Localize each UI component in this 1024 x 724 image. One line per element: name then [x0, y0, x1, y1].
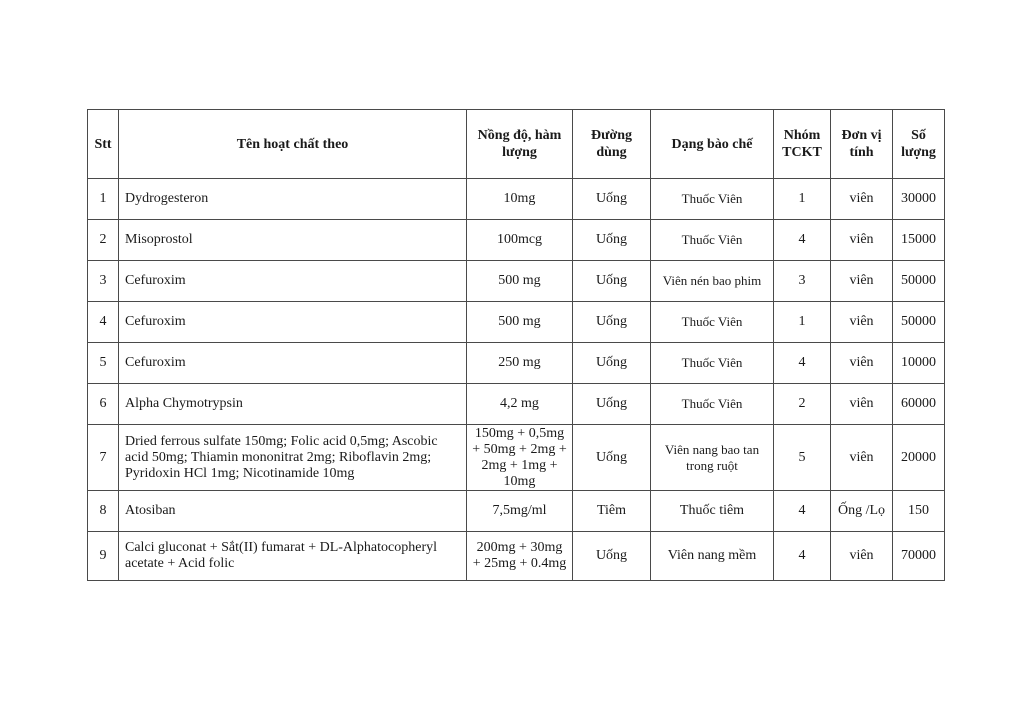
table-row: [88, 425, 945, 491]
cell-concentration: 10mg: [467, 179, 573, 220]
cell-concentration: 150mg + 0,5mg + 50mg + 2mg + 2mg + 1mg + 10mg: [467, 425, 573, 491]
header-quantity: Số lượng: [893, 110, 945, 179]
table-row: [88, 532, 945, 581]
cell-quantity: 70000: [893, 532, 945, 581]
cell-quantity: 20000: [893, 425, 945, 491]
cell-route: Uống: [573, 220, 651, 261]
cell-unit: viên: [831, 425, 893, 491]
cell-group: 4: [774, 343, 831, 384]
cell-dosage-form: Thuốc tiêm: [651, 491, 774, 532]
table-row: [88, 220, 945, 261]
header-group: Nhóm TCKT: [774, 110, 831, 179]
cell-stt: 2: [88, 220, 119, 261]
table-row: [88, 384, 945, 425]
cell-route: Uống: [573, 302, 651, 343]
header-dosage-form: Dạng bào chế: [651, 110, 774, 179]
cell-stt: 3: [88, 261, 119, 302]
cell-stt: 1: [88, 179, 119, 220]
cell-name: Calci gluconat + Sắt(II) fumarat + DL-Alphatocopheryl acetate + Acid folic: [119, 532, 467, 581]
cell-group: 5: [774, 425, 831, 491]
table-row: [88, 491, 945, 532]
cell-group: 1: [774, 302, 831, 343]
cell-concentration: 500 mg: [467, 261, 573, 302]
cell-stt: 9: [88, 532, 119, 581]
header-concentration: Nồng độ, hàm lượng: [467, 110, 573, 179]
cell-route: Uống: [573, 261, 651, 302]
table-header-row: [88, 110, 945, 179]
cell-unit: Ống /Lọ: [831, 491, 893, 532]
cell-concentration: 4,2 mg: [467, 384, 573, 425]
cell-name: Cefuroxim: [119, 302, 467, 343]
cell-name: Dydrogesteron: [119, 179, 467, 220]
cell-stt: 4: [88, 302, 119, 343]
table-row: [88, 302, 945, 343]
cell-dosage-form: Thuốc Viên: [651, 343, 774, 384]
cell-name: Alpha Chymotrypsin: [119, 384, 467, 425]
cell-unit: viên: [831, 532, 893, 581]
cell-name: Dried ferrous sulfate 150mg; Folic acid 0,5mg; Ascobic acid 50mg; Thiamin mononitrat 2mg; Riboflavin 2mg; Pyridoxin HCl 1mg; Nicotinamide 10mg: [119, 425, 467, 491]
header-route: Đường dùng: [573, 110, 651, 179]
cell-dosage-form: Viên nang bao tan trong ruột: [651, 425, 774, 491]
cell-quantity: 60000: [893, 384, 945, 425]
cell-quantity: 30000: [893, 179, 945, 220]
cell-route: Uống: [573, 532, 651, 581]
cell-concentration: 250 mg: [467, 343, 573, 384]
cell-dosage-form: Thuốc Viên: [651, 384, 774, 425]
header-unit: Đơn vị tính: [831, 110, 893, 179]
header-stt: Stt: [88, 110, 119, 179]
cell-group: 3: [774, 261, 831, 302]
cell-group: 4: [774, 491, 831, 532]
cell-unit: viên: [831, 261, 893, 302]
cell-quantity: 150: [893, 491, 945, 532]
cell-route: Tiêm: [573, 491, 651, 532]
cell-stt: 7: [88, 425, 119, 491]
cell-quantity: 10000: [893, 343, 945, 384]
cell-route: Uống: [573, 425, 651, 491]
cell-group: 1: [774, 179, 831, 220]
cell-unit: viên: [831, 384, 893, 425]
cell-quantity: 50000: [893, 261, 945, 302]
cell-group: 2: [774, 384, 831, 425]
cell-concentration: 100mcg: [467, 220, 573, 261]
cell-concentration: 200mg + 30mg + 25mg + 0.4mg: [467, 532, 573, 581]
table-row: [88, 343, 945, 384]
cell-name: Cefuroxim: [119, 343, 467, 384]
cell-group: 4: [774, 220, 831, 261]
cell-route: Uống: [573, 343, 651, 384]
cell-stt: 6: [88, 384, 119, 425]
cell-unit: viên: [831, 302, 893, 343]
cell-dosage-form: Viên nén bao phim: [651, 261, 774, 302]
cell-route: Uống: [573, 384, 651, 425]
cell-concentration: 7,5mg/ml: [467, 491, 573, 532]
cell-dosage-form: Thuốc Viên: [651, 302, 774, 343]
table-row: [88, 179, 945, 220]
cell-dosage-form: Thuốc Viên: [651, 179, 774, 220]
cell-unit: viên: [831, 343, 893, 384]
cell-quantity: 15000: [893, 220, 945, 261]
cell-dosage-form: Viên nang mềm: [651, 532, 774, 581]
cell-name: Misoprostol: [119, 220, 467, 261]
cell-name: Atosiban: [119, 491, 467, 532]
cell-unit: viên: [831, 220, 893, 261]
cell-stt: 5: [88, 343, 119, 384]
table-row: [88, 261, 945, 302]
header-name: Tên hoạt chất theo: [119, 110, 467, 179]
drug-procurement-table: [87, 109, 945, 581]
cell-dosage-form: Thuốc Viên: [651, 220, 774, 261]
cell-route: Uống: [573, 179, 651, 220]
cell-stt: 8: [88, 491, 119, 532]
cell-quantity: 50000: [893, 302, 945, 343]
cell-concentration: 500 mg: [467, 302, 573, 343]
cell-name: Cefuroxim: [119, 261, 467, 302]
cell-group: 4: [774, 532, 831, 581]
cell-unit: viên: [831, 179, 893, 220]
